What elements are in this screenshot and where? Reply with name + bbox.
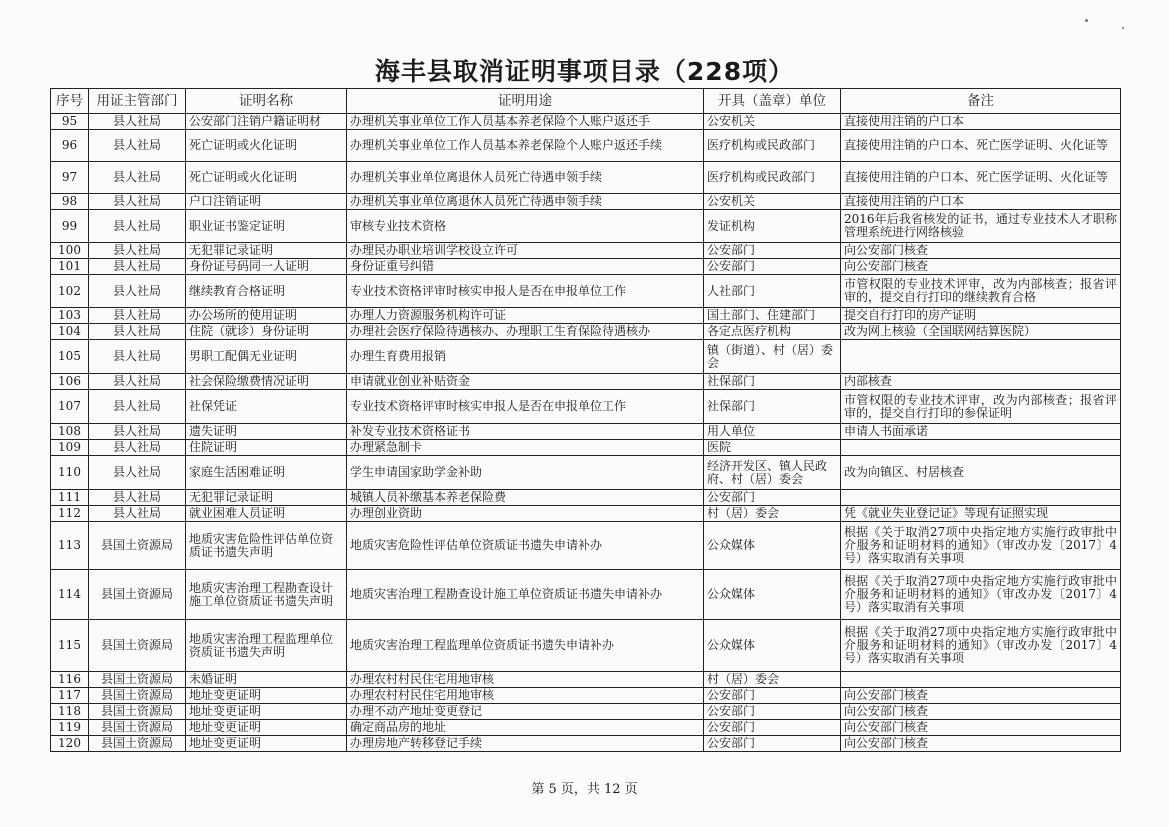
cell-note: 直接使用注销的户口本 [841,194,1121,210]
cell-dept: 县人社局 [89,490,186,506]
cell-no: 96 [51,130,89,162]
cell-issuer: 村（居）委会 [704,506,841,522]
table-header-row [51,89,1121,114]
table-row [51,440,1121,456]
cell-use: 办理农村村民住宅用地审核 [347,688,704,704]
cell-no: 107 [51,390,89,424]
cell-issuer: 公安部门 [704,736,841,752]
table-row [51,162,1121,194]
table-row [51,374,1121,390]
cell-use: 地质灾害治理工程勘查设计施工单位资质证书遗失申请补办 [347,570,704,620]
cell-dept: 县国土资源局 [89,522,186,570]
cell-issuer: 公安机关 [704,114,841,130]
cell-no: 119 [51,720,89,736]
cell-no: 115 [51,620,89,672]
cell-use: 办理生育费用报销 [347,340,704,374]
cell-no: 110 [51,456,89,490]
cell-note: 市管权限的专业技术评审，改为内部核查；报省评审的，提交自行打印的继续教育合格 [841,275,1121,308]
cell-no: 101 [51,259,89,275]
cell-dept: 县人社局 [89,456,186,490]
cell-use: 专业技术资格评审时核实申报人是否在申报单位工作 [347,390,704,424]
cell-note: 内部核查 [841,374,1121,390]
cell-name: 住院证明 [186,440,347,456]
cell-note: 凭《就业失业登记证》等现有证照实现 [841,506,1121,522]
cell-dept: 县国土资源局 [89,688,186,704]
cell-no: 103 [51,308,89,324]
cell-note: 向公安部门核查 [841,259,1121,275]
cell-no: 117 [51,688,89,704]
table-row [51,130,1121,162]
cell-dept: 县人社局 [89,114,186,130]
cell-name: 身份证号码同一人证明 [186,259,347,275]
cell-note: 向公安部门核查 [841,688,1121,704]
header-note: 备注 [841,89,1121,114]
cell-issuer: 公众媒体 [704,570,841,620]
cell-issuer: 村（居）委会 [704,672,841,688]
cell-name: 住院（就诊）身份证明 [186,324,347,340]
cell-note: 直接使用注销的户口本、死亡医学证明、火化证等 [841,162,1121,194]
cell-note: 2016年后我省核发的证书，通过专业技术人才职称管理系统进行网络核验 [841,210,1121,243]
cell-issuer: 各定点医疗机构 [704,324,841,340]
cell-note: 改为网上核验（全国联网结算医院） [841,324,1121,340]
cell-no: 97 [51,162,89,194]
cell-dept: 县人社局 [89,374,186,390]
cell-note: 直接使用注销的户口本、死亡医学证明、火化证等 [841,130,1121,162]
cell-dept: 县人社局 [89,194,186,210]
cell-note: 提交自行打印的房产证明 [841,308,1121,324]
cell-name: 社会保险缴费情况证明 [186,374,347,390]
cell-name: 地质灾害治理工程监理单位资质证书遗失声明 [186,620,347,672]
cell-no: 116 [51,672,89,688]
cell-issuer: 公安部门 [704,259,841,275]
table-row [51,390,1121,424]
cell-note: 向公安部门核查 [841,704,1121,720]
cell-use: 城镇人员补缴基本养老保险费 [347,490,704,506]
cell-use: 办理房地产转移登记手续 [347,736,704,752]
cell-issuer: 镇（街道）、村（居）委会 [704,340,841,374]
cell-use: 专业技术资格评审时核实申报人是否在申报单位工作 [347,275,704,308]
cell-name: 办公场所的使用证明 [186,308,347,324]
cell-issuer: 人社部门 [704,275,841,308]
cell-note [841,440,1121,456]
cell-name: 地质灾害治理工程勘查设计施工单位资质证书遗失声明 [186,570,347,620]
cell-use: 补发专业技术资格证书 [347,424,704,440]
cell-use: 办理社会医疗保险待遇核办、办理职工生育保险待遇核办 [347,324,704,340]
cell-use: 办理人力资源服务机构许可证 [347,308,704,324]
header-use: 证明用途 [347,89,704,114]
table-row [51,688,1121,704]
cell-name: 继续教育合格证明 [186,275,347,308]
cell-note: 根据《关于取消27项中央指定地方实施行政审批中介服务和证明材料的通知》（审改办发〔2017〕4号）落实取消有关事项 [841,522,1121,570]
cell-note: 申请人书面承诺 [841,424,1121,440]
cell-use: 申请就业创业补贴资金 [347,374,704,390]
cell-name: 死亡证明或火化证明 [186,162,347,194]
table-row [51,424,1121,440]
cell-no: 98 [51,194,89,210]
cell-use: 身份证重号纠错 [347,259,704,275]
scan-speck [1085,19,1088,22]
cert-table [50,88,1121,752]
table-row [51,736,1121,752]
header-no: 序号 [51,89,89,114]
table-row [51,720,1121,736]
cell-dept: 县人社局 [89,210,186,243]
cell-no: 118 [51,704,89,720]
table-row [51,672,1121,688]
cell-use: 办理农村村民住宅用地审核 [347,672,704,688]
cell-note: 根据《关于取消27项中央指定地方实施行政审批中介服务和证明材料的通知》（审改办发〔2017〕4号）落实取消有关事项 [841,620,1121,672]
cell-issuer: 发证机构 [704,210,841,243]
cell-use: 学生申请国家助学金补助 [347,456,704,490]
cell-issuer: 医院 [704,440,841,456]
cell-dept: 县国土资源局 [89,736,186,752]
cell-dept: 县国土资源局 [89,620,186,672]
cell-no: 102 [51,275,89,308]
table-row [51,340,1121,374]
cell-name: 家庭生活困难证明 [186,456,347,490]
cell-use: 办理机关事业单位工作人员基本养老保险个人账户返还手 [347,114,704,130]
cell-issuer: 公安部门 [704,688,841,704]
table-row [51,506,1121,522]
cell-name: 未婚证明 [186,672,347,688]
cell-no: 104 [51,324,89,340]
cell-issuer: 社保部门 [704,374,841,390]
cell-issuer: 医疗机构或民政部门 [704,162,841,194]
cell-dept: 县人社局 [89,275,186,308]
cell-use: 办理机关事业单位离退休人员死亡待遇申领手续 [347,162,704,194]
cell-dept: 县人社局 [89,324,186,340]
cell-issuer: 社保部门 [704,390,841,424]
cell-use: 确定商品房的地址 [347,720,704,736]
scan-speck [1122,27,1124,29]
table-row [51,259,1121,275]
cell-no: 108 [51,424,89,440]
cell-issuer: 国土部门、住建部门 [704,308,841,324]
cell-dept: 县人社局 [89,259,186,275]
cell-dept: 县人社局 [89,130,186,162]
cell-no: 112 [51,506,89,522]
header-issuer: 开具（盖章）单位 [704,89,841,114]
cell-name: 就业困难人员证明 [186,506,347,522]
cell-use: 地质灾害危险性评估单位资质证书遗失申请补办 [347,522,704,570]
cell-name: 户口注销证明 [186,194,347,210]
cell-dept: 县国土资源局 [89,704,186,720]
table-row [51,456,1121,490]
cell-use: 地质灾害治理工程监理单位资质证书遗失申请补办 [347,620,704,672]
cell-no: 105 [51,340,89,374]
cell-dept: 县人社局 [89,390,186,424]
cell-issuer: 公众媒体 [704,522,841,570]
table-row [51,243,1121,259]
cell-dept: 县人社局 [89,243,186,259]
cell-dept: 县人社局 [89,162,186,194]
cell-note: 根据《关于取消27项中央指定地方实施行政审批中介服务和证明材料的通知》（审改办发〔2017〕4号）落实取消有关事项 [841,570,1121,620]
cell-issuer: 公众媒体 [704,620,841,672]
header-name: 证明名称 [186,89,347,114]
cell-name: 地址变更证明 [186,688,347,704]
cell-note: 直接使用注销的户口本 [841,114,1121,130]
cell-issuer: 用人单位 [704,424,841,440]
cell-use: 办理不动产地址变更登记 [347,704,704,720]
page-footer: 第 5 页，共 12 页 [531,782,638,797]
cell-dept: 县人社局 [89,340,186,374]
cell-use: 办理机关事业单位离退休人员死亡待遇申领手续 [347,194,704,210]
cell-note: 向公安部门核查 [841,736,1121,752]
table-row [51,114,1121,130]
cell-note [841,672,1121,688]
cell-name: 社保凭证 [186,390,347,424]
cell-dept: 县国土资源局 [89,570,186,620]
table-row [51,210,1121,243]
cell-issuer: 公安部门 [704,720,841,736]
cell-no: 120 [51,736,89,752]
cell-name: 公安部门注销户籍证明材 [186,114,347,130]
table-row [51,704,1121,720]
cell-issuer: 经济开发区、镇人民政府、村（居）委会 [704,456,841,490]
cell-no: 95 [51,114,89,130]
table-row [51,194,1121,210]
cell-no: 114 [51,570,89,620]
cell-name: 无犯罪记录证明 [186,490,347,506]
cell-dept: 县国土资源局 [89,720,186,736]
cell-name: 地址变更证明 [186,704,347,720]
table-row [51,570,1121,620]
cell-use: 办理机关事业单位工作人员基本养老保险个人账户返还手续 [347,130,704,162]
cell-dept: 县人社局 [89,424,186,440]
table-row [51,522,1121,570]
cell-use: 办理民办职业培训学校设立许可 [347,243,704,259]
cell-issuer: 公安部门 [704,704,841,720]
cell-name: 地质灾害危险性评估单位资质证书遗失声明 [186,522,347,570]
table-row [51,324,1121,340]
cell-name: 遗失证明 [186,424,347,440]
cell-no: 109 [51,440,89,456]
page-title: 海丰县取消证明事项目录（228项） [374,57,795,86]
cell-issuer: 公安部门 [704,243,841,259]
cell-name: 地址变更证明 [186,736,347,752]
cell-no: 113 [51,522,89,570]
cell-no: 99 [51,210,89,243]
cell-dept: 县人社局 [89,440,186,456]
header-dept: 用证主管部门 [89,89,186,114]
table-row [51,308,1121,324]
cell-note: 向公安部门核查 [841,243,1121,259]
cell-use: 办理创业资助 [347,506,704,522]
cell-dept: 县人社局 [89,308,186,324]
cell-issuer: 公安机关 [704,194,841,210]
cell-name: 无犯罪记录证明 [186,243,347,259]
cell-name: 职业证书鉴定证明 [186,210,347,243]
cell-no: 100 [51,243,89,259]
cell-note [841,490,1121,506]
cell-dept: 县人社局 [89,506,186,522]
cell-name: 地址变更证明 [186,720,347,736]
cell-note [841,340,1121,374]
cell-use: 办理紧急制卡 [347,440,704,456]
cell-note: 向公安部门核查 [841,720,1121,736]
cell-issuer: 公安部门 [704,490,841,506]
cell-name: 死亡证明或火化证明 [186,130,347,162]
table-row [51,620,1121,672]
table-row [51,490,1121,506]
cell-issuer: 医疗机构或民政部门 [704,130,841,162]
cell-name: 男职工配偶无业证明 [186,340,347,374]
cell-no: 111 [51,490,89,506]
cell-use: 审核专业技术资格 [347,210,704,243]
table-row [51,275,1121,308]
cell-no: 106 [51,374,89,390]
cell-note: 改为向镇区、村居核查 [841,456,1121,490]
cell-dept: 县国土资源局 [89,672,186,688]
cell-note: 市管权限的专业技术评审，改为内部核查；报省评审的，提交自行打印的参保证明 [841,390,1121,424]
